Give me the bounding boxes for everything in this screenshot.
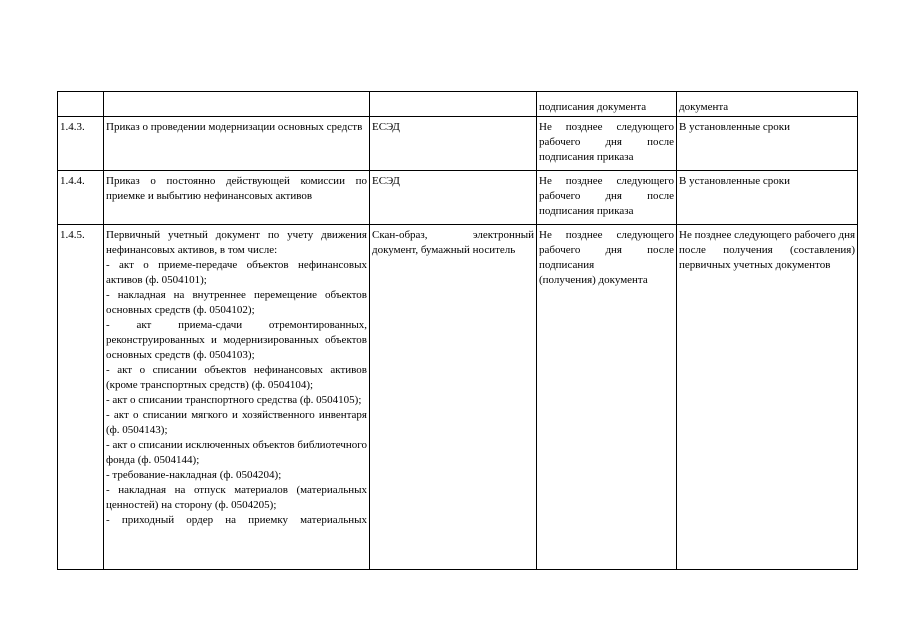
cell-form: ЕСЭД	[370, 117, 537, 171]
list-item: - требование-накладная (ф. 0504204);	[106, 469, 282, 481]
list-item: - акт о списании исключенных объектов библиотечного фонда (ф. 0504144);	[106, 439, 367, 466]
cell-document-name: Приказ о проведении модернизации основных средств	[104, 117, 370, 171]
table-row	[58, 171, 858, 225]
table-row	[58, 225, 858, 570]
cell-deadline-continuation: подписания документа	[537, 92, 677, 117]
deadline-line: рабочего дня после	[539, 244, 674, 256]
cell-empty	[104, 92, 370, 117]
list-item: - акт о списании мягкого и хозяйственного инвентаря (ф. 0504143);	[106, 409, 367, 436]
cell-term-continuation: документа	[677, 92, 858, 117]
cell-form: Скан-образ, электронный документ, бумажный носитель	[370, 225, 537, 570]
cell-document-name	[104, 225, 370, 570]
cell-document-name: Приказ о постоянно действующей комиссии по приемке и выбытию нефинансовых активов	[104, 171, 370, 225]
deadline-line: Не позднее следующего	[539, 229, 674, 241]
table-row	[58, 117, 858, 171]
cell-deadline: Не позднее следующего рабочего дня после подписания приказа	[537, 171, 677, 225]
document-name-intro: Первичный учетный документ по учету движения нефинансовых активов, в том числе:	[106, 229, 367, 256]
document-list	[106, 258, 367, 528]
list-item: - акт о приеме-передаче объектов нефинансовых активов (ф. 0504101);	[106, 259, 367, 286]
cell-deadline: Не позднее следующего рабочего дня после подписания приказа	[537, 117, 677, 171]
reporting-table	[57, 91, 858, 570]
cell-number: 1.4.5.	[58, 225, 104, 570]
cell-empty	[58, 92, 104, 117]
deadline-line: подписания	[539, 259, 595, 271]
list-item: - акт о списании транспортного средства (ф. 0504105);	[106, 394, 362, 406]
list-item: - акт приема-сдачи отремонтированных, реконструированных и модернизированных объектов основных средств (ф. 0504103);	[106, 319, 367, 361]
list-item: - накладная на отпуск материалов (материальных ценностей) на сторону (ф. 0504205);	[106, 484, 367, 511]
cell-form: ЕСЭД	[370, 171, 537, 225]
cell-term: В установленные сроки	[677, 117, 858, 171]
cell-term: В установленные сроки	[677, 171, 858, 225]
table-row	[58, 92, 858, 117]
cell-number: 1.4.4.	[58, 171, 104, 225]
list-item: - акт о списании объектов нефинансовых активов (кроме транспортных средств) (ф. 0504104);	[106, 364, 367, 391]
cell-number: 1.4.3.	[58, 117, 104, 171]
cell-deadline	[537, 225, 677, 570]
cell-term: Не позднее следующего рабочего дня после получения (составления) первичных учетных документов	[677, 225, 858, 570]
list-item: - приходный ордер на приемку материальных	[106, 514, 367, 526]
cell-empty	[370, 92, 537, 117]
list-item: - накладная на внутреннее перемещение объектов основных средств (ф. 0504102);	[106, 289, 367, 316]
deadline-line: (получения) документа	[539, 274, 648, 286]
